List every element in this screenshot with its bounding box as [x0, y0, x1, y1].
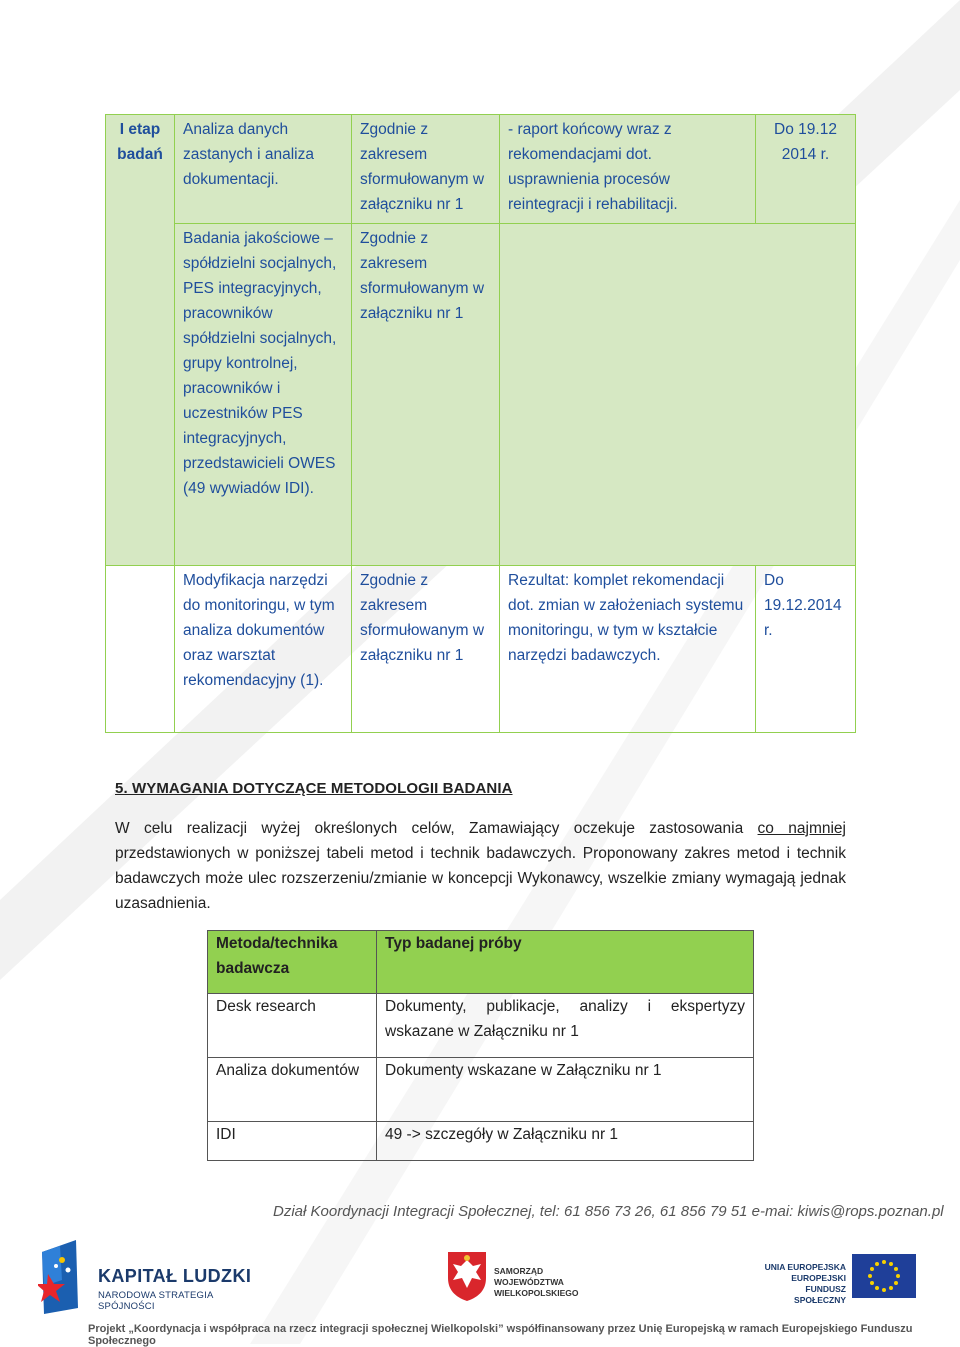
task-cell: Badania jakościowe – spółdzielni socjalnych, PES integracyjnych, pracowników spółdzielni socjalnych, grupy kontrolnej, pracowników i uczestników PES integracyjnych, przedstawicieli OWES (49 wywiadów IDI).: [175, 224, 352, 566]
table-row: [106, 115, 856, 224]
methods-table: [207, 930, 754, 1161]
table-row: [106, 566, 856, 733]
sample-cell: Dokumenty wskazane w Załączniku nr 1: [377, 1058, 754, 1122]
paragraph-end: przedstawionych w poniższej tabeli metod i technik badawczych. Proponowany zakres metod i technik badawczych może ulec rozszerzeniu/zmianie w koncepcji Wykonawcy, wszelkie zmiany wymagają jednak uzasadnienia.: [115, 845, 846, 912]
footer-contact: Dział Koordynacji Integracji Społecznej, tel: 61 856 73 26, 61 856 79 51 e-mai: kiwis@rops.poznan.pl: [273, 1203, 944, 1220]
wielkopolska-logo: [446, 1250, 616, 1305]
table-row: [208, 994, 754, 1058]
eu-flag-icon: [852, 1254, 916, 1298]
eu-text-line: UNIA EUROPEJSKA: [764, 1262, 846, 1272]
eu-text: [760, 1262, 846, 1306]
eu-logo: [760, 1252, 920, 1307]
kapital-ludzki-title: KAPITAŁ LUDZKI: [98, 1266, 252, 1286]
task-cell: Modyfikacja narzędzi do monitoringu, w tym analiza dokumentów oraz warsztat rekomendacyjny (1).: [175, 566, 352, 733]
section-heading: 5. WYMAGANIA DOTYCZĄCE METODOLOGII BADANIA: [115, 780, 513, 797]
sample-cell: 49 -> szczegóły w Załączniku nr 1: [377, 1122, 754, 1161]
footer-logos: [0, 1232, 960, 1317]
table-row: [106, 224, 856, 566]
deadline-cell: Do 19.12.2014 r.: [756, 566, 856, 733]
header-method: Metoda/technika badawcza: [208, 931, 377, 994]
kapital-ludzki-subtitle: NARODOWA STRATEGIA SPÓJNOŚCI: [98, 1290, 213, 1312]
deadline-cell: Do 19.12 2014 r.: [756, 115, 856, 224]
scope-cell: Zgodnie z zakresem sformułowanym w załączniku nr 1: [352, 566, 500, 733]
eu-text-line: FUNDUSZ SPOŁECZNY: [794, 1284, 846, 1305]
kapital-ludzki-emblem-icon: [38, 1240, 88, 1315]
eu-text-line: EUROPEJSKI: [791, 1273, 846, 1283]
method-cell: IDI: [208, 1122, 377, 1161]
empty-cell: [500, 224, 856, 566]
stage-cell: [106, 566, 175, 733]
table-row: [208, 1058, 754, 1122]
result-cell: - raport końcowy wraz z rekomendacjami dot. usprawnienia procesów reintegracji i rehabilitacji.: [500, 115, 756, 224]
scope-cell: Zgodnie z zakresem sformułowanym w załączniku nr 1: [352, 224, 500, 566]
paragraph-start: W celu realizacji wyżej określonych celów, Zamawiający oczekuje zastosowania: [115, 820, 758, 837]
project-footer: Projekt „Koordynacja i współpraca na rzecz integracji społecznej Wielkopolski” współfinansowany przez Unię Europejską w ramach Europejskiego Funduszu Społecznego: [88, 1323, 913, 1347]
paragraph-underlined: co najmniej: [757, 820, 846, 837]
header-sample: Typ badanej próby: [377, 931, 754, 994]
schedule-table: [105, 114, 856, 733]
wielkopolska-text: SAMORZĄD WOJEWÓDZTWA WIELKOPOLSKIEGO: [494, 1266, 579, 1298]
method-cell: Desk research: [208, 994, 377, 1058]
method-cell: Analiza dokumentów: [208, 1058, 377, 1122]
table-header-row: [208, 931, 754, 994]
result-cell: Rezultat: komplet rekomendacji dot. zmian w założeniach systemu monitoringu, w tym w kształcie narzędzi badawczych.: [500, 566, 756, 733]
table-row: [208, 1122, 754, 1161]
scope-cell: Zgodnie z zakresem sformułowanym w załączniku nr 1: [352, 115, 500, 224]
sample-cell: Dokumenty, publikacje, analizy i ekspertyzy wskazane w Załączniku nr 1: [377, 994, 754, 1058]
wielkopolska-eagle-icon: [446, 1250, 488, 1302]
kapital-ludzki-logo: [38, 1240, 268, 1315]
task-cell: Analiza danych zastanych i analiza dokumentacji.: [175, 115, 352, 224]
stage-cell: I etap badań: [106, 115, 175, 566]
section-paragraph: [115, 816, 846, 916]
